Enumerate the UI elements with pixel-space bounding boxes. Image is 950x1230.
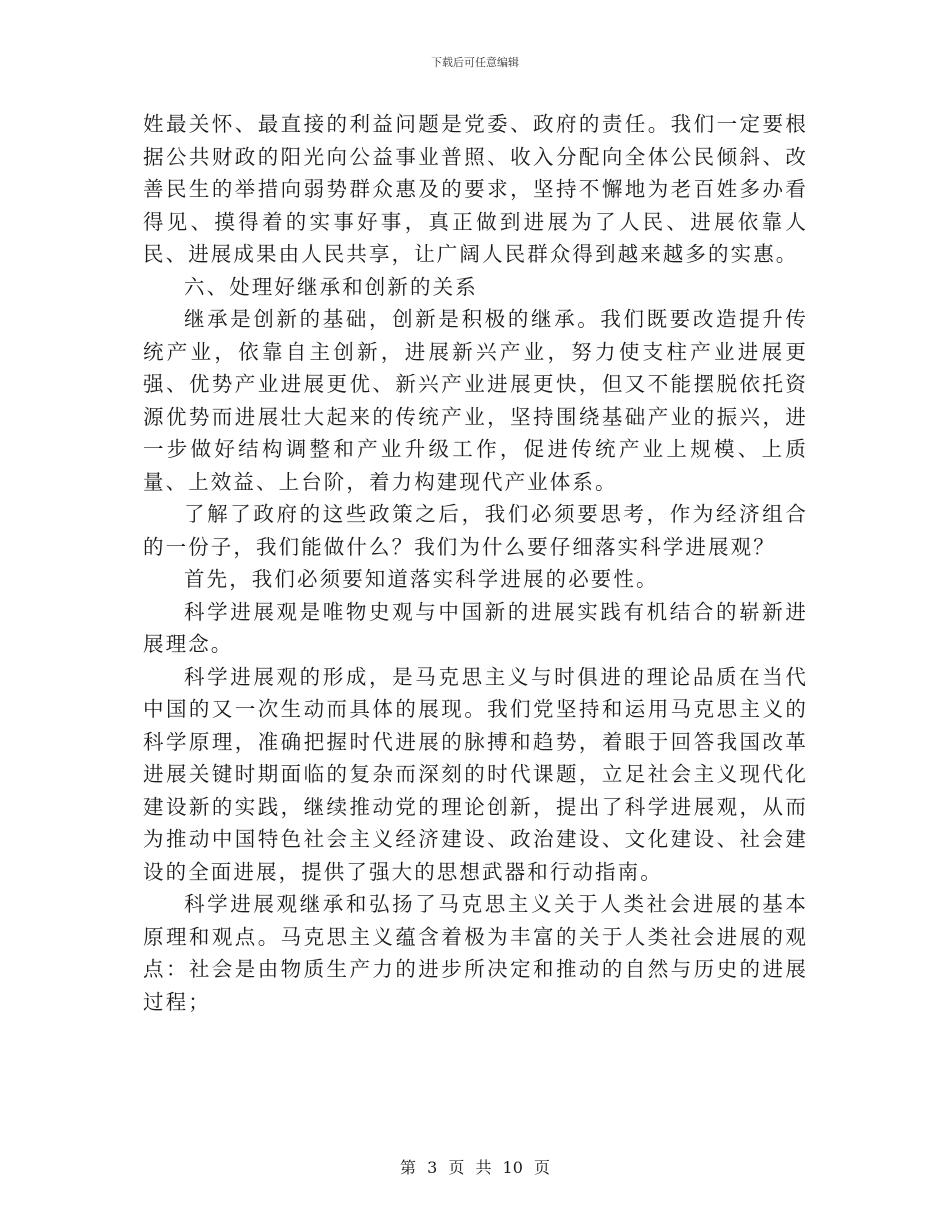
paragraph: 继承是创新的基础，创新是积极的继承。我们既要改造提升传统产业，依靠自主创新，进展新兴产业，努力使支柱产业进展更强、优势产业进展更优、新兴产业进展更快，但又不能摆脱依托资源优势而进展壮大起来的传统产业，坚持围绕基础产业的振兴，进一步做好结构调整和产业升级工作，促进传统产业上规模、上质量、上效益、上台阶，着力构建现代产业体系。	[143, 307, 808, 494]
paragraph-continued: 姓最关怀、最直接的利益问题是党委、政府的责任。我们一定要根据公共财政的阳光向公益事业普照、收入分配向全体公民倾斜、改善民生的举措向弱势群众惠及的要求，坚持不懈地为老百姓多办看得见、摸得着的实事好事，真正做到进展为了人民、进展依靠人民、进展成果由人民共享，让广阔人民群众得到越来越多的实惠。	[143, 112, 808, 266]
section-heading: 六、处理好继承和创新的关系	[184, 274, 478, 299]
paragraph: 科学进展观的形成，是马克思主义与时俱进的理论品质在当代中国的又一次生动而具体的展现。我们党坚持和运用马克思主义的科学原理，准确把握时代进展的脉搏和趋势，着眼于回答我国改革进展关键时期面临的复杂而深刻的时代课题，立足社会主义现代化建设新的实践，继续推动党的理论创新，提出了科学进展观，从而为推动中国特色社会主义经济建设、政治建设、文化建设、社会建设的全面进展，提供了强大的思想武器和行动指南。	[143, 664, 808, 884]
document-body	[143, 108, 808, 1018]
paragraph: 科学进展观是唯物史观与中国新的进展实践有机结合的崭新进展理念。	[143, 599, 808, 656]
paragraph: 科学进展观继承和弘扬了马克思主义关于人类社会进展的基本原理和观点。马克思主义蕴含着极为丰富的关于人类社会进展的观点：社会是由物质生产力的进步所决定和推动的自然与历史的进展过程；	[143, 892, 808, 1014]
paragraph: 首先，我们必须要知道落实科学进展的必要性。	[184, 567, 659, 591]
paragraph: 了解了政府的这些政策之后，我们必须要思考，作为经济组合的一份子，我们能做什么？我们为什么要仔细落实科学进展观？	[143, 502, 808, 559]
page-footer: 第 3 页 共 10 页	[400, 1158, 550, 1177]
page-header: 下载后可任意编辑	[431, 56, 519, 69]
